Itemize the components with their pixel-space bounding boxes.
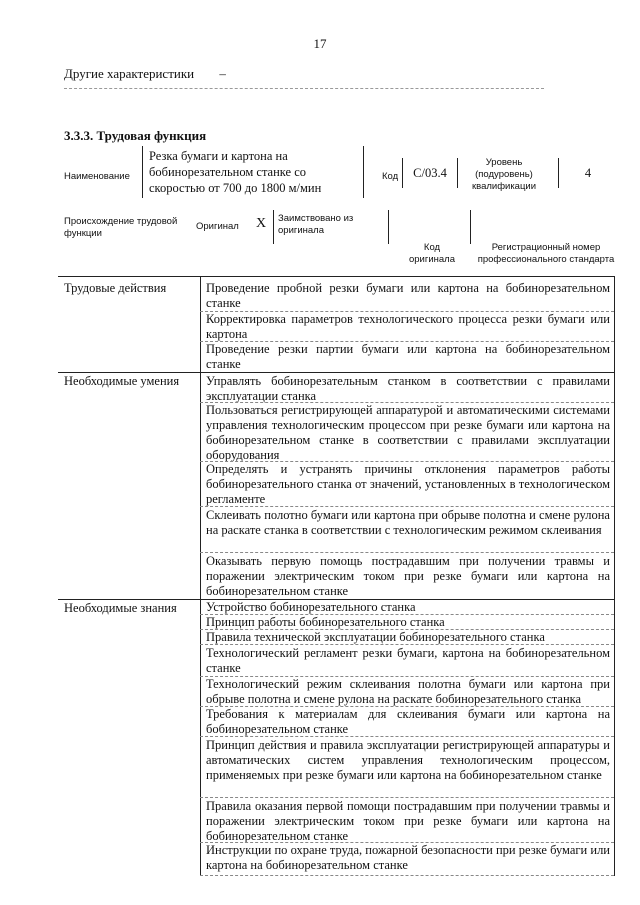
name-label: Наименование xyxy=(64,171,130,182)
divider xyxy=(200,506,614,507)
function-name: Резка бумаги и картона на бобинорезательном станке со скоростью от 700 до 1800 м/мин xyxy=(142,146,364,198)
divider xyxy=(200,736,614,737)
other-characteristics-value: – xyxy=(219,66,226,81)
divider xyxy=(200,875,614,876)
table-right-border xyxy=(614,276,615,876)
table-cell: Технологический режим склеивания полотна бумаги или картона при обрыве полотна и смене рулона на раскате бобинорезательного станка xyxy=(206,677,610,706)
category-label: Необходимые умения xyxy=(64,374,180,388)
divider xyxy=(273,210,274,244)
divider xyxy=(388,210,389,244)
page-number: 17 xyxy=(313,36,327,51)
table-cell: Проведение пробной резки бумаги или картона на бобинорезательном станке xyxy=(206,281,610,310)
level-label: Уровень (подуровень) квалификации xyxy=(471,157,537,192)
table-cell: Инструкции по охране труда, пожарной безопасности при резке бумаги или картона на бобинорезательном станке xyxy=(206,843,610,872)
qualification-level: 4 xyxy=(558,158,617,188)
table-cell: Технологический регламент резки бумаги, картона на бобинорезательном станке xyxy=(206,646,610,675)
row-separator xyxy=(58,372,614,373)
origin-label: Происхождение трудовой функции xyxy=(64,216,178,239)
divider xyxy=(470,210,471,244)
divider xyxy=(200,797,614,798)
table-cell: Принцип действия и правила эксплуатации регистрирующей аппаратуры и автоматических систем управления технологическим процессом, применяемых при резке бумаги или картона на бобинорезательном станке xyxy=(206,738,610,782)
divider xyxy=(64,88,544,89)
table-cell: Правила технической эксплуатации бобинорезательного станка xyxy=(206,630,545,644)
table-top-border xyxy=(58,276,614,277)
original-check-mark: X xyxy=(256,216,267,231)
table-column-divider xyxy=(200,276,201,876)
category-label: Необходимые знания xyxy=(64,601,177,615)
original-code-label: Код оригинала xyxy=(408,242,455,265)
table-cell: Пользоваться регистрирующей аппаратурой и автоматическими системами управления технологическим процессом при резке бумаги или картона на бобинорезательном станке в соответствии с правилами эксплуатации оборудования xyxy=(206,403,610,462)
borrowed-label: Заимствовано из оригинала xyxy=(278,213,354,236)
table-cell: Проведение резки партии бумаги или картона на бобинорезательном станке xyxy=(206,342,610,371)
registration-number-label: Регистрационный номер профессионального стандарта xyxy=(477,242,615,265)
table-cell: Требования к материалам для склеивания бумаги или картона на бобинорезательном станке xyxy=(206,707,610,736)
table-cell: Устройство бобинорезательного станка xyxy=(206,600,416,614)
table-cell: Оказывать первую помощь пострадавшим при получении травмы и поражении электрическим током при резке бумаги или картона на бобинорезательном станке xyxy=(206,554,610,598)
table-cell: Склеивать полотно бумаги или картона при обрыве полотна и смене рулона на раскате станка в соответствии с технологическим режимом склеивания xyxy=(206,508,610,537)
table-cell: Корректировка параметров технологического процесса резки бумаги или картона xyxy=(206,312,610,341)
section-title: 3.3.3. Трудовая функция xyxy=(64,128,207,143)
table-cell: Правила оказания первой помощи пострадавшим при получении травмы и поражении электрическим током при резке бумаги или картона на бобинорезательном станке xyxy=(206,799,610,843)
divider xyxy=(200,552,614,553)
function-code: С/03.4 xyxy=(402,158,458,188)
table-cell: Принцип работы бобинорезательного станка xyxy=(206,615,445,629)
other-characteristics xyxy=(64,66,226,82)
category-label: Трудовые действия xyxy=(64,281,167,295)
code-label: Код xyxy=(382,171,399,182)
original-label: Оригинал xyxy=(196,221,239,232)
other-characteristics-label: Другие характеристики xyxy=(64,66,195,81)
divider xyxy=(200,644,614,645)
table-cell: Управлять бобинорезательным станком в соответствии с правилами эксплуатации станка xyxy=(206,374,610,403)
table-cell: Определять и устранять причины отклонения параметров работы бобинорезательного станка от значений, установленных в технологическом регламенте xyxy=(206,462,610,506)
